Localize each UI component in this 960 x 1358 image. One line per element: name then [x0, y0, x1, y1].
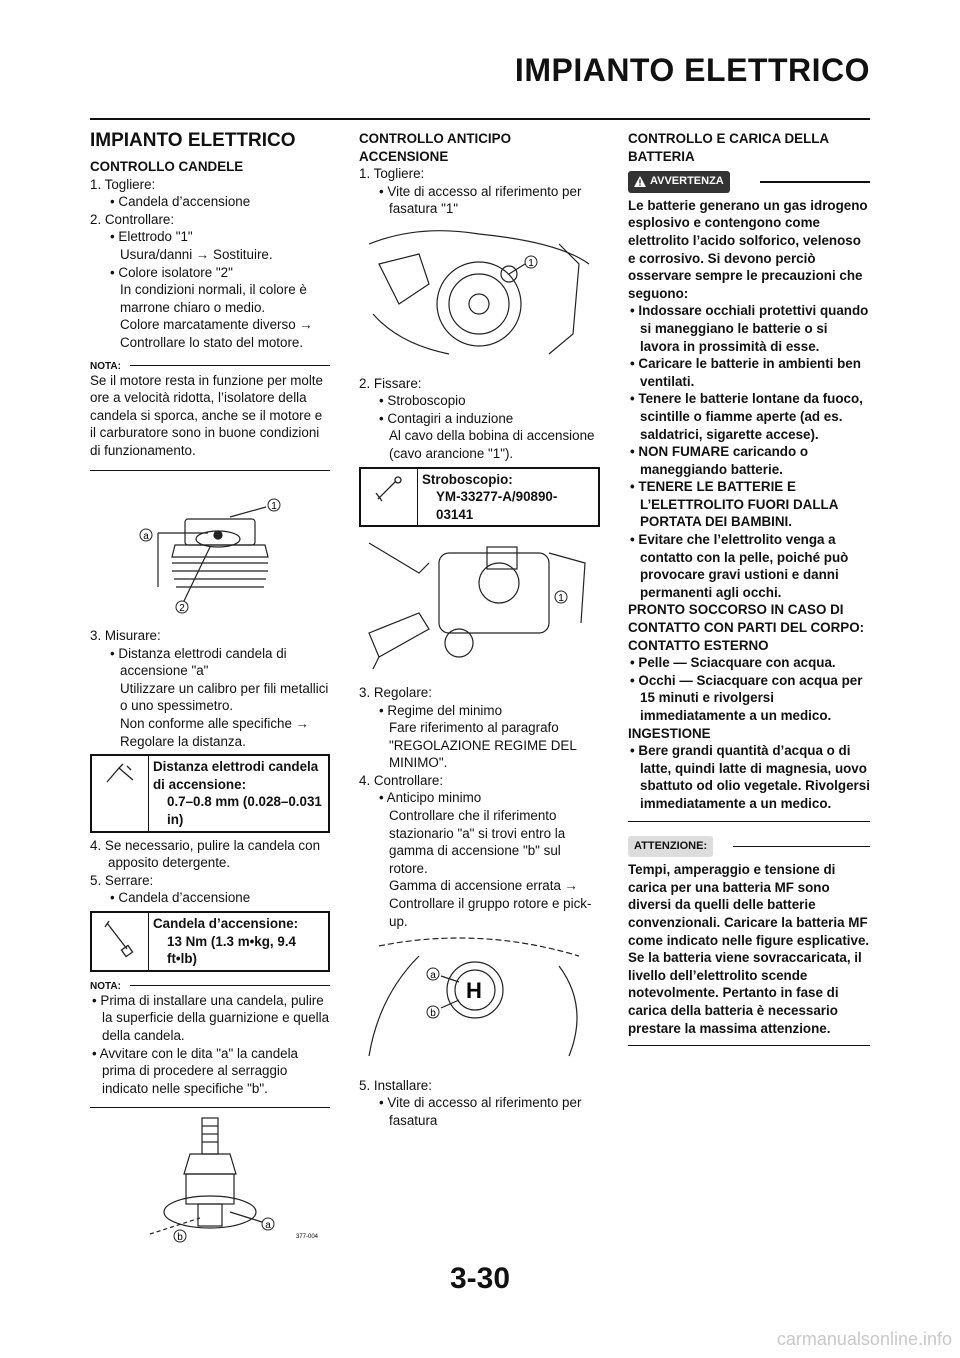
- subsection-title: CONTROLLO CANDELE: [90, 159, 244, 174]
- warning-label: AVVERTENZA: [650, 175, 724, 188]
- c2-step-2b-text: Al cavo della bobina di accensione (cavo arancione "1").: [389, 428, 595, 461]
- spec-gap-value: 0.7–0.8 mm (0.028–0.031 in): [167, 794, 322, 828]
- step-2b-text1: In condizioni normali, il colore è marrone chiaro o medio.: [120, 282, 307, 315]
- column-right: [628, 130, 870, 1050]
- battery-title: CONTROLLO E CARICA DELLA BATTERIA: [628, 131, 829, 164]
- page-number: 3-30: [449, 1262, 511, 1295]
- c2-step-5a: • Vite di accesso al riferimento per fasatura: [379, 1095, 582, 1128]
- header-rule: [90, 118, 870, 120]
- external-contact-heading: CONTATTO ESTERNO: [628, 637, 769, 653]
- fig1-label-a: a: [143, 530, 149, 542]
- column-middle: [359, 130, 600, 1130]
- c2-step-2: 2. Fissare:: [359, 375, 422, 391]
- section-title: IMPIANTO ELETTRICO: [90, 130, 296, 151]
- caution-header: [628, 836, 870, 858]
- gauge-icon: [92, 756, 149, 830]
- note2-label: NOTA:: [90, 978, 330, 992]
- warning-bullet-9: • Bere grandi quantità d’acqua o di latte, quindi latte di magnesia, uovo sbattuto od olio vegetale. Rivolgersi immediatamente a un medico.: [630, 743, 870, 811]
- c2-step-4a-text1: Controllare che il riferimento stazionario "a" si trovi entro la gamma di accensione "b" sul rotore.: [389, 808, 566, 876]
- strobe-figure: [359, 533, 600, 678]
- spec-torque-title: Candela d’accensione:: [153, 916, 299, 931]
- c2-step-4: 4. Controllare:: [359, 772, 444, 788]
- step-5: 5. Serrare:: [90, 872, 154, 888]
- watermark: carmanualsonline.info: [776, 1329, 952, 1349]
- column-left: [90, 130, 330, 1255]
- note2-bullet-1: • Prima di installare una candela, pulire la superficie della guarnizione e quella della candela.: [92, 992, 330, 1043]
- c2-step-1: 1. Togliere:: [359, 166, 425, 182]
- caution-badge: ATTENZIONE:: [628, 836, 713, 858]
- fig2-code: 377-004: [296, 1234, 319, 1241]
- step-3a: • Distanza elettrodi candela di accensione "a": [110, 645, 287, 679]
- c2-step-4a-text2: Gamma di accensione errata → Controllare il gruppo rotore e pick-up.: [389, 878, 592, 929]
- timing-cover-figure: [359, 224, 600, 369]
- spec-box-strobe: [359, 467, 600, 528]
- spec-box-gap: [90, 754, 330, 832]
- fig2-label-a: a: [265, 1220, 271, 1232]
- warning-bullet-1: • Indossare occhiali protettivi quando si maneggiano le batterie o si lavora in prossimità di esse.: [630, 303, 869, 354]
- step-1a: • Candela d’accensione: [110, 194, 251, 210]
- warning-body: [628, 197, 870, 822]
- first-aid-heading: PRONTO SOCCORSO IN CASO DI CONTATTO CON PARTI DEL CORPO:: [628, 602, 865, 636]
- step-2b-text2: Colore marcatamente diverso → Controllare lo stato del motore.: [120, 317, 313, 350]
- step-1: 1. Togliere:: [90, 176, 156, 192]
- step-3a-text2: Non conforme alle specifiche → Regolare la distanza.: [120, 716, 310, 749]
- warning-intro: Le batterie generano un gas idrogeno esplosivo e contengono come elettrolito l’acido solforico, velenoso e corrosivo. Si devono perciò osservare sempre le precauzioni che seguono:: [628, 197, 868, 301]
- timing-fig-label-1: 1: [528, 257, 534, 269]
- step-5a: • Candela d’accensione: [110, 890, 251, 906]
- c2-step-3a: • Regime del minimo: [379, 702, 503, 718]
- step-3a-text1: Utilizzare un calibro per fili metallici o uno spessimetro.: [120, 680, 329, 714]
- step-2a: • Elettrodo "1": [110, 229, 193, 245]
- c2-step-2a: • Stroboscopio: [379, 393, 466, 409]
- warning-bullet-4: • NON FUMARE caricando o maneggiando batterie.: [630, 444, 809, 477]
- fig1-label-1: 1: [271, 500, 277, 512]
- warning-bullet-8: • Occhi — Sciacquare con acqua per 15 minuti e rivolgersi immediatamente a un medico.: [630, 672, 863, 723]
- note-label: NOTA:: [90, 358, 330, 372]
- note2-bullet-2: • Avvitare con le dita "a" la candela prima di procedere al serraggio indicato nelle specifiche "b".: [92, 1045, 299, 1096]
- caution-text: Tempi, amperaggio e tensione di carica per una batteria MF sono diversi da quelli delle batterie convenzionali. Caricare la batteria MF come indicato nelle figure esplicative. Se la batteria viene sovraccaricata, il livello dell’elettrolito scende notevolmente. Pertanto in fase di carica della batteria è necessario prestare la massima attenzione.: [628, 862, 870, 1036]
- ingestion-heading: INGESTIONE: [628, 725, 711, 741]
- fig2-label-b: b: [177, 1232, 183, 1244]
- step-3: 3. Misurare:: [90, 628, 161, 644]
- warning-triangle-icon: [634, 176, 646, 187]
- warning-bullet-2: • Caricare le batterie in ambienti ben ventilati.: [630, 356, 861, 389]
- spec-strobe-value: YM-33277-A/90890-03141: [436, 489, 558, 522]
- rotor-mark-h: H: [466, 978, 482, 1004]
- warning-bullet-6: • Evitare che l’elettrolito venga a contatto con la pelle, poiché può provocare gravi ustioni e danni permanenti agli occhi.: [630, 532, 849, 600]
- c2-step-2b: • Contagiri a induzione: [379, 410, 514, 426]
- step-4: 4. Se necessario, pulire la candela con apposito detergente.: [90, 837, 321, 871]
- spark-plug-figure: [90, 477, 330, 622]
- warning-bullet-3: • Tenere le batterie lontane da fuoco, scintille o fiamme aperte (ad es. saldatrici, sigarette accese).: [630, 391, 863, 442]
- note-box: [90, 358, 330, 471]
- step-2a-text: Usura/danni → Sostituire.: [120, 246, 273, 262]
- page-header-title: IMPIANTO ELETTRICO: [514, 52, 870, 88]
- strobe-fig-label-1: 1: [558, 593, 564, 605]
- c2-step-1a: • Vite di accesso al riferimento per fasatura "1": [379, 183, 582, 217]
- torque-wrench-icon: [92, 913, 149, 970]
- warning-bullet-7: • Pelle — Sciacquare con acqua.: [630, 655, 836, 671]
- step-2: 2. Controllare:: [90, 211, 175, 227]
- spark-plug-install-figure: [90, 1114, 330, 1249]
- c2-step-3a-text: Fare riferimento al paragrafo "REGOLAZIONE REGIME DEL MINIMO".: [389, 720, 577, 771]
- tool-icon: [361, 469, 418, 526]
- ignition-timing-title: CONTROLLO ANTICIPO ACCENSIONE: [359, 131, 511, 164]
- spec-torque-value: 13 Nm (1.3 m•kg, 9.4 ft•lb): [167, 933, 296, 967]
- warning-header: [628, 171, 870, 193]
- c2-step-5: 5. Installare:: [359, 1077, 432, 1093]
- spec-gap-title: Distanza elettrodi candela di accensione:: [153, 759, 319, 792]
- spec-box-torque: [90, 911, 330, 972]
- rotor-fig-label-a: a: [430, 970, 436, 982]
- caution-body: [628, 861, 870, 1046]
- step-2b: • Colore isolatore "2": [110, 264, 233, 280]
- rotor-mark-figure: [359, 936, 600, 1071]
- c2-step-3: 3. Regolare:: [359, 684, 432, 700]
- rotor-fig-label-b: b: [430, 1008, 436, 1020]
- fig1-label-2: 2: [179, 602, 185, 614]
- spec-strobe-title: Stroboscopio:: [422, 471, 513, 487]
- c2-step-4a: • Anticipo minimo: [379, 790, 482, 806]
- note-text: Se il motore resta in funzione per molte ore a velocità ridotta, l’isolatore della candela si sporca, anche se il motore e il carburatore sono in buone condizioni di funzionamento.: [90, 372, 323, 458]
- warning-badge: [628, 171, 730, 193]
- note-box-2: [90, 978, 330, 1109]
- warning-bullet-5: • TENERE LE BATTERIE E L’ELETTROLITO FUORI DALLA PORTATA DEI BAMBINI.: [630, 479, 838, 530]
